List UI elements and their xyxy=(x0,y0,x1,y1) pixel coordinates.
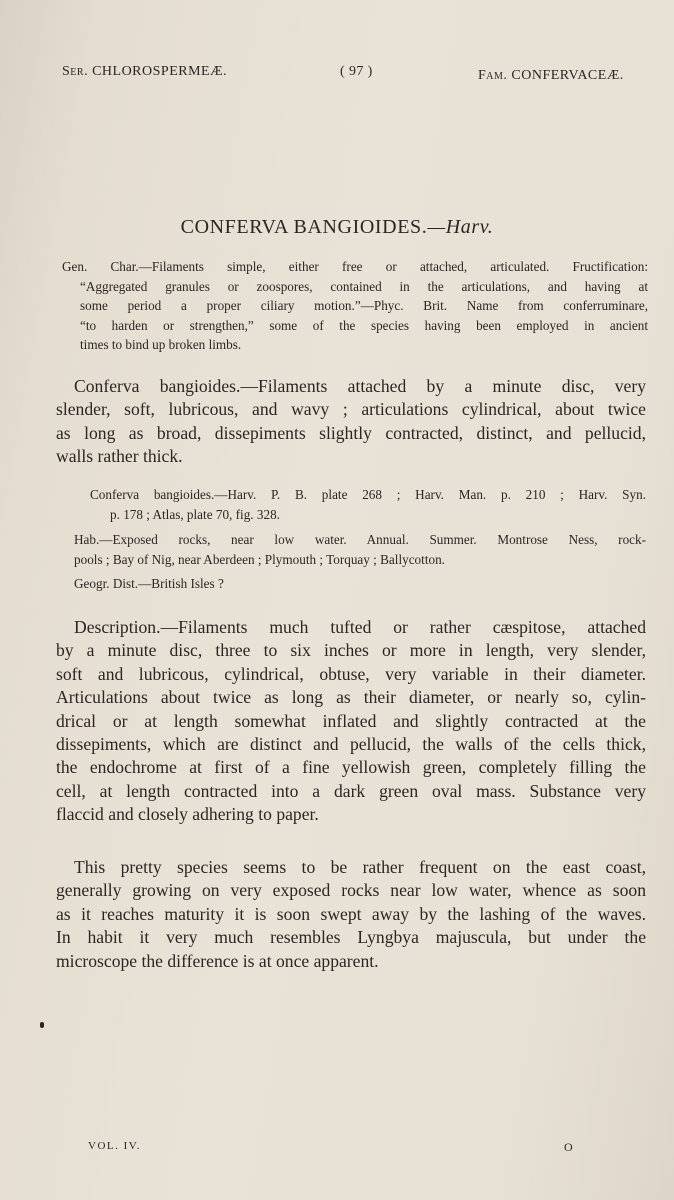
running-header-family xyxy=(478,68,624,84)
text-line: the endochrome at first of a fine yellowish green, completely filling the xyxy=(56,757,646,778)
text-line: dissepiments, which are distinct and pellucid, the walls of the cells thick, xyxy=(56,734,646,755)
text-line: “Aggregated granules or zoospores, contained in the articulations, and having at xyxy=(80,278,648,294)
text-line: Gen. Char.—Filaments simple, either free or attached, articulated. Fructification: xyxy=(62,259,648,274)
habitat-paragraph xyxy=(74,530,646,569)
printer-signature-mark: O xyxy=(564,1140,573,1154)
text-line: as it reaches maturity it is soon swept away by the lashing of the waves. xyxy=(56,903,646,924)
text-line: walls rather thick. xyxy=(56,446,183,467)
species-name: CONFERVA BANGIOIDES. xyxy=(180,216,428,238)
text-line: as long as broad, dissepiments slightly contracted, distinct, and pellucid, xyxy=(56,422,646,443)
text-line: Articulations about twice as long as their diameter, or nearly so, cylin- xyxy=(56,687,646,708)
running-header-series xyxy=(62,64,227,80)
text-line: times to bind up broken limbs. xyxy=(80,337,242,353)
text-line: Conferva bangioides.—Harv. P. B. plate 268 ; Harv. Man. p. 210 ; Harv. Syn. xyxy=(90,487,646,502)
family-label: Fam. CONFERVACEÆ. xyxy=(478,68,624,83)
synonymy-paragraph xyxy=(90,485,646,524)
text-line: Conferva bangioides.—Filaments attached by a minute disc, very xyxy=(74,376,646,396)
text-line: Hab.—Exposed rocks, near low water. Annual. Summer. Montrose Ness, rock- xyxy=(74,532,646,547)
text-line: drical or at length somewhat inflated and slightly contracted at the xyxy=(56,710,646,731)
text-line: Description.—Filaments much tufted or rather cæspitose, attached xyxy=(74,617,646,637)
text-line: some period a proper ciliary motion.”—Phyc. Brit. Name from conferruminare, xyxy=(80,298,648,314)
text-line: slender, soft, lubricous, and wavy ; articulations cylindrical, about twice xyxy=(56,399,646,420)
page-title xyxy=(0,216,674,239)
text-line: cell, at length contracted into a dark green oval mass. Substance very xyxy=(56,780,646,801)
text-line: soft and lubricous, cylindrical, obtuse, very variable in their diameter. xyxy=(56,663,646,684)
text-line: Geogr. Dist.—British Isles ? xyxy=(74,576,224,591)
generic-character-paragraph xyxy=(62,257,648,355)
text-line: flaccid and closely adhering to paper. xyxy=(56,804,319,825)
series-label: Ser. CHLOROSPERMEÆ. xyxy=(62,64,228,79)
species-author: —Harv. xyxy=(427,216,494,238)
text-line: This pretty species seems to be rather frequent on the east coast, xyxy=(74,857,646,877)
volume-signature: VOL. IV. xyxy=(88,1140,142,1152)
text-line: “to harden or strengthen,” some of the species having been employed in ancient xyxy=(80,317,648,333)
species-diagnosis-paragraph xyxy=(56,375,646,469)
text-line: by a minute disc, three to six inches or more in length, very slender, xyxy=(56,640,646,661)
description-paragraph xyxy=(56,616,646,827)
text-line: microscope the difference is at once apparent. xyxy=(56,950,379,971)
text-line: p. 178 ; Atlas, plate 70, fig. 328. xyxy=(110,506,280,522)
text-line: In habit it very much resembles Lyngbya majuscula, but under the xyxy=(56,927,646,948)
geographic-distribution xyxy=(74,574,646,594)
remarks-paragraph xyxy=(56,856,646,973)
page-number: ( 97 ) xyxy=(340,64,373,79)
text-line: pools ; Bay of Nig, near Aberdeen ; Plymouth ; Torquay ; Ballycotton. xyxy=(74,551,445,567)
text-line: generally growing on very exposed rocks near low water, whence as soon xyxy=(56,880,646,901)
ink-speck xyxy=(40,1022,44,1028)
